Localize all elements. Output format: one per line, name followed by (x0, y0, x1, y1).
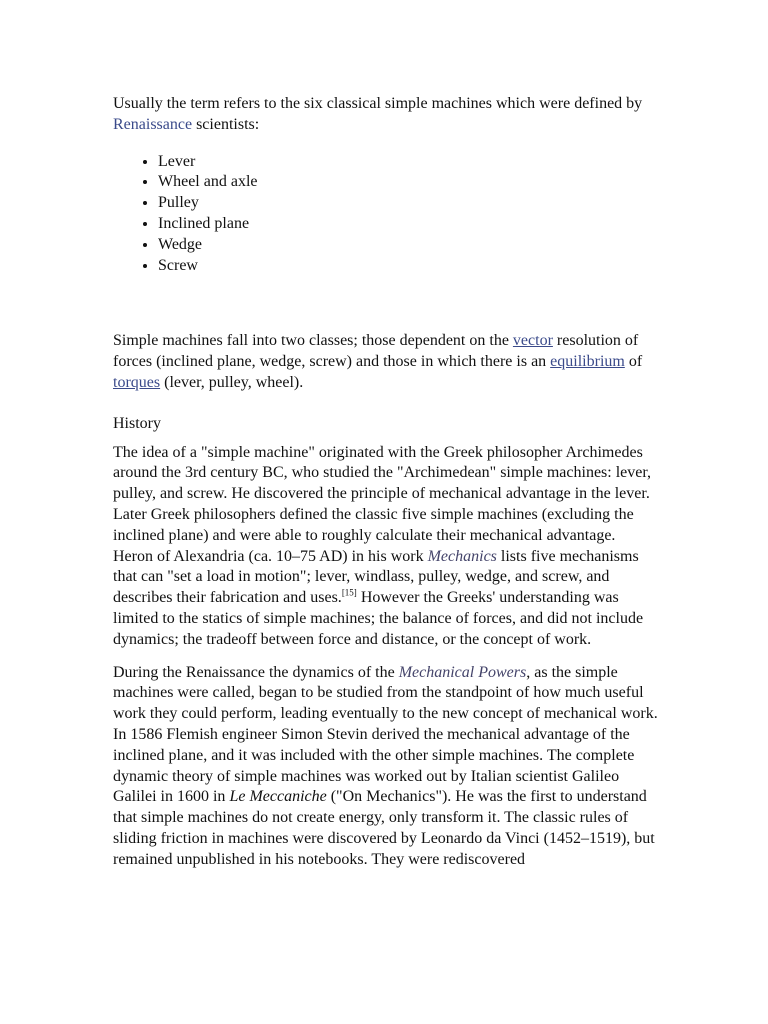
classes-text: Simple machines fall into two classes; those dependent on the (113, 332, 513, 350)
renaissance-link[interactable]: Renaissance (113, 115, 193, 133)
list-item: • Screw (158, 256, 658, 277)
intro-paragraph (113, 94, 658, 136)
le-meccaniche-title: Le Meccaniche (229, 788, 327, 806)
classes-text: (lever, pulley, wheel). (160, 373, 304, 391)
classes-text: of (624, 353, 643, 371)
list-item: • Pulley (158, 193, 658, 214)
citation-ref[interactable]: [15] (341, 587, 357, 598)
history-text: The idea of a "simple machine" originated with the Greek philosopher Archimedes around the 3rd century BC, who studied the "Archimedean" simple machines: lever, pulley, and screw. He discovered the principle of mechanical advantage in the lever. Later Greek philosophers defined the classic five simple machines (excluding the inclined plane) and were able to roughly calculate their mechanical advantage. Heron of Alexandria (ca. 10–75 AD) in his work (113, 443, 652, 565)
simple-machines-list (113, 152, 658, 277)
history-text: During the Renaissance the dynamics of the (113, 663, 399, 681)
list-item: • Lever (158, 152, 658, 173)
history-text: lists five mechanisms that can "set a load in motion"; lever, windlass, pulley, wedge, and screw, and describes their fabrication and uses. (113, 547, 639, 607)
history-paragraph-2 (113, 663, 658, 871)
mechanics-title: Mechanics (427, 547, 497, 565)
list-item: • Wheel and axle (158, 172, 658, 193)
history-heading: History (113, 414, 161, 432)
article-body (113, 94, 658, 871)
history-text: However the Greeks' understanding was limited to the statics of simple machines; the balance of forces, and did not include dynamics; the tradeoff between force and distance, or the concept of work. (113, 589, 644, 648)
vector-link[interactable]: vector (512, 332, 553, 350)
classes-text: resolution of forces (inclined plane, wedge, screw) and those in which there is an (113, 332, 639, 371)
history-text: , as the simple machines were called, began to be studied from the standpoint of how much useful work they could perform, leading eventually to the new concept of mechanical work. In 1586 Flemish engineer Simon Stevin derived the mechanical advantage of the inclined plane, and it was included with the other simple machines. The complete dynamic theory of simple machines was worked out by Italian scientist Galileo Galilei in 1600 in (113, 663, 658, 806)
list-item: • Inclined plane (158, 214, 658, 235)
classes-paragraph (113, 331, 658, 393)
intro-text: Usually the term refers to the six classical simple machines which were defined by (113, 95, 643, 112)
intro-text-tail: scientists: (192, 115, 260, 133)
history-text: ("On Mechanics"). He was the first to understand that simple machines do not create energy, only transform it. The classic rules of sliding friction in machines were discovered by Leonardo da Vinci (1452–1519), but remained unpublished in his notebooks. They were rediscovered (113, 788, 655, 868)
mechanical-powers-term: Mechanical Powers (398, 663, 527, 681)
torques-link[interactable]: torques (113, 373, 161, 391)
equilibrium-link[interactable]: equilibrium (550, 353, 625, 371)
list-item: • Wedge (158, 235, 658, 256)
history-paragraph-1 (113, 443, 658, 651)
